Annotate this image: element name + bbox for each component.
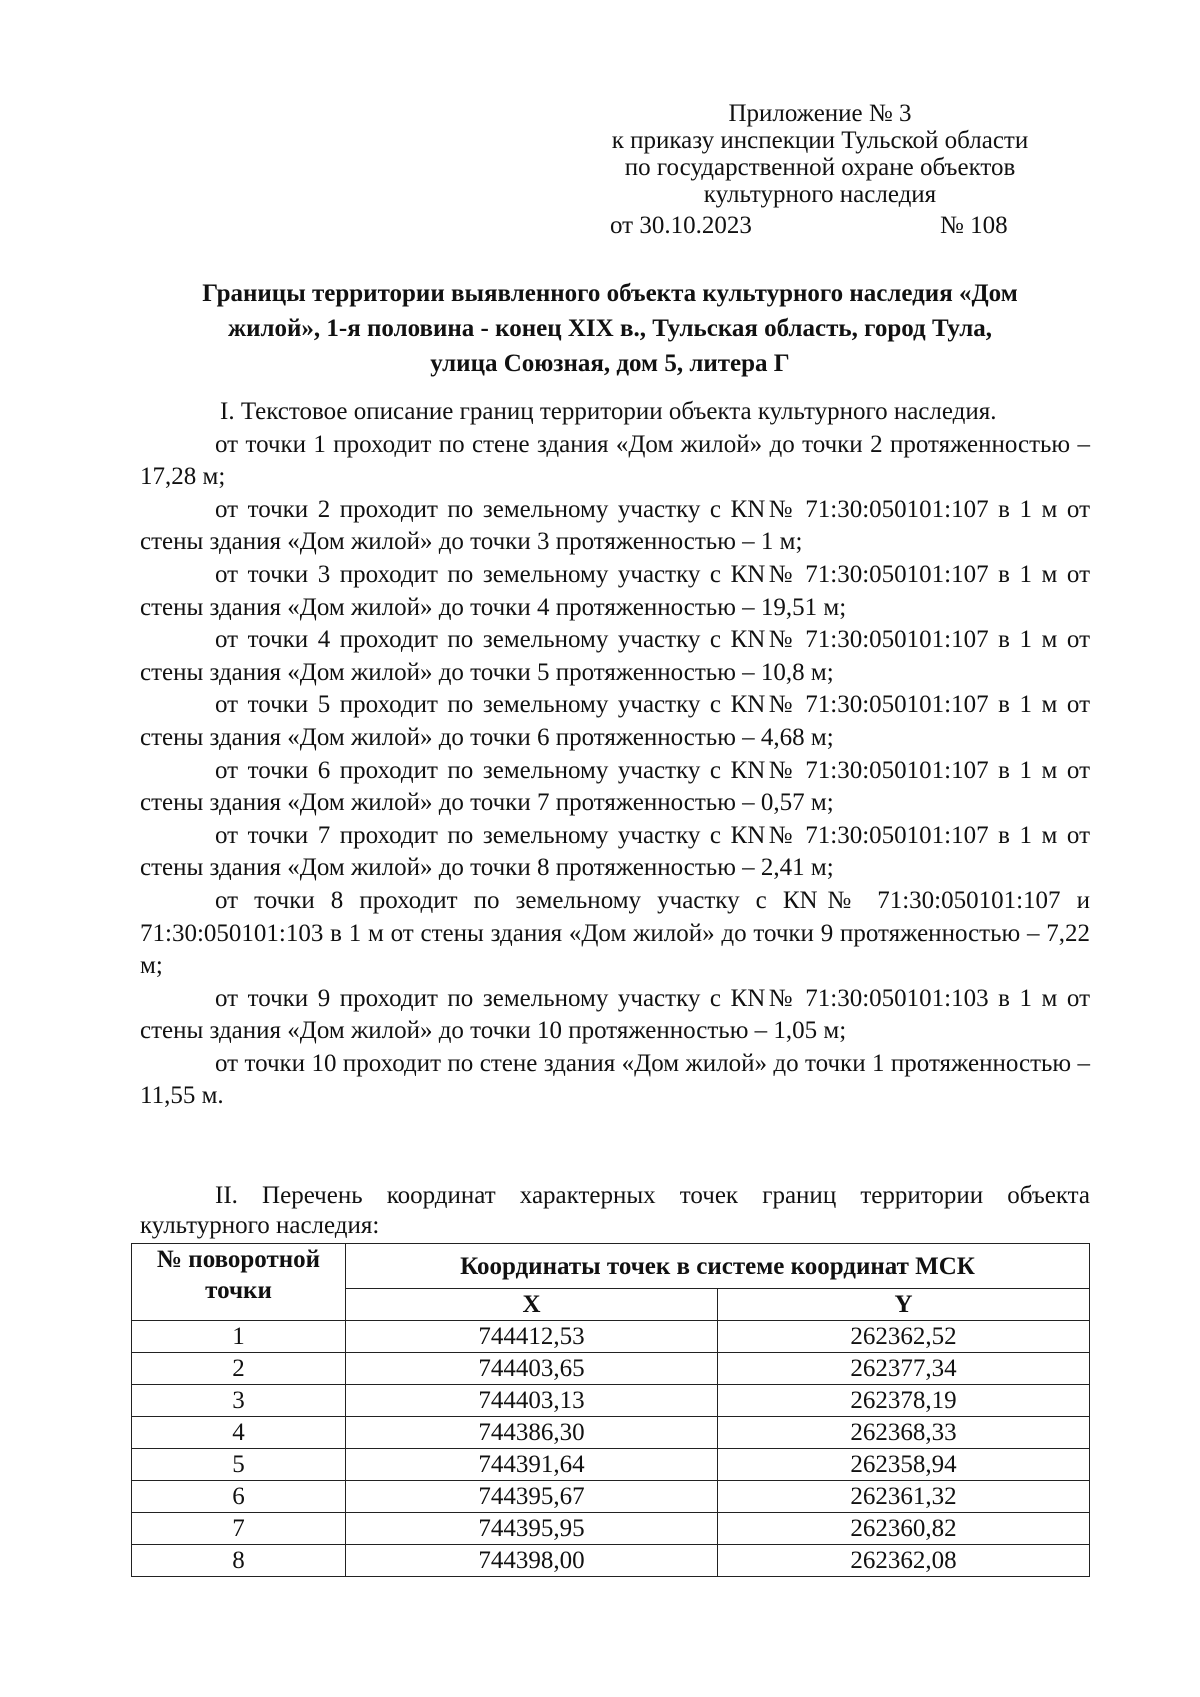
order-reference-line: культурного наследия [703,181,937,208]
order-date: от 30.10.2023 [610,212,752,239]
boundary-paragraph: от точки 3 проходит по земельному участку с КN№ 71:30:050101:107 в 1 м от стены здания «Дом жилой» до точки 4 протяженностью – 19,51 м; [140,560,1090,621]
boundary-paragraph: от точки 8 проходит по земельному участку с КN№ 71:30:050101:107 и 71:30:050101:103 в 1 м от стены здания «Дом жилой» до точки 9 протяженностью – 7,22 м; [140,886,1090,980]
x-column-header: X [346,1289,718,1321]
boundary-paragraph: от точки 9 проходит по земельному участку с КN№ 71:30:050101:103 в 1 м от стены здания «Дом жилой» до точки 10 протяженностью – 1,05 м; [140,984,1090,1045]
order-reference-line: по государственной охране объектов [624,154,1016,181]
document-title [130,276,1090,381]
boundary-paragraph: от точки 6 проходит по земельному участку с КN№ 71:30:050101:107 в 1 м от стены здания «Дом жилой» до точки 7 протяженностью – 0,57 м; [140,756,1090,817]
section-2-heading: II. Перечень координат характерных точек границ территории объекта культурного наследия: [140,1182,1090,1239]
y-cell: 262378,19 [718,1385,1090,1417]
section-1-text-description [140,396,1090,1113]
point-cell: 5 [132,1449,346,1481]
point-cell: 2 [132,1353,346,1385]
y-cell: 262358,94 [718,1449,1090,1481]
order-number: № 108 [940,212,1008,239]
boundary-paragraph: от точки 7 проходит по земельному участку с КN№ 71:30:050101:107 в 1 м от стены здания «Дом жилой» до точки 8 протяженностью – 2,41 м; [140,821,1090,882]
x-cell: 744395,67 [346,1481,718,1513]
x-cell: 744395,95 [346,1513,718,1545]
x-cell: 744386,30 [346,1417,718,1449]
table-row [132,1417,1090,1449]
x-cell: 744412,53 [346,1321,718,1353]
boundary-paragraph: от точки 4 проходит по земельному участку с КN№ 71:30:050101:107 в 1 м от стены здания «Дом жилой» до точки 5 протяженностью – 10,8 м; [140,626,1090,686]
boundary-paragraph: от точки 10 проходит по стене здания «Дом жилой» до точки 1 протяженностью – 11,55 м. [140,1049,1090,1110]
table-row [132,1513,1090,1545]
section-1-heading: I. Текстовое описание границ территории объекта культурного наследия. [220,398,997,425]
point-cell: 3 [132,1385,346,1417]
title-line: Границы территории выявленного объекта культурного наследия «Дом [202,280,1018,307]
point-cell: 1 [132,1321,346,1353]
coordinate-system-header: Координаты точек в системе координат МСК [346,1244,1090,1289]
point-cell: 8 [132,1545,346,1577]
appendix-header [560,100,1080,208]
table-row [132,1481,1090,1513]
coordinates-table [131,1243,1090,1577]
order-reference-line: к приказу инспекции Тульской области [611,127,1029,154]
table-row [132,1545,1090,1577]
x-cell: 744398,00 [346,1545,718,1577]
point-cell: 6 [132,1481,346,1513]
table-row [132,1321,1090,1353]
y-cell: 262360,82 [718,1513,1090,1545]
y-cell: 262361,32 [718,1481,1090,1513]
x-cell: 744391,64 [346,1449,718,1481]
y-cell: 262368,33 [718,1417,1090,1449]
title-line: жилой», 1-я половина - конец XIX в., Тульская область, город Тула, [227,315,993,342]
x-cell: 744403,13 [346,1385,718,1417]
point-cell: 4 [132,1417,346,1449]
table-row [132,1449,1090,1481]
y-cell: 262377,34 [718,1353,1090,1385]
y-cell: 262362,52 [718,1321,1090,1353]
appendix-label: Приложение № 3 [728,100,912,127]
boundary-paragraph: от точки 2 проходит по земельному участку с КN№ 71:30:050101:107 в 1 м от стены здания «Дом жилой» до точки 3 протяженностью – 1 м; [140,495,1090,556]
point-cell: 7 [132,1513,346,1545]
title-line: улица Союзная, дом 5, литера Г [430,350,790,377]
boundary-paragraph: от точки 1 проходит по стене здания «Дом жилой» до точки 2 протяженностью – 17,28 м; [140,430,1090,491]
table-row [132,1353,1090,1385]
point-number-header: № поворотной точки [132,1244,346,1321]
y-column-header: Y [718,1289,1090,1321]
boundary-paragraph: от точки 5 проходит по земельному участку с КN№ 71:30:050101:107 в 1 м от стены здания «Дом жилой» до точки 6 протяженностью – 4,68 м; [140,691,1090,751]
y-cell: 262362,08 [718,1545,1090,1577]
table-row [132,1385,1090,1417]
x-cell: 744403,65 [346,1353,718,1385]
